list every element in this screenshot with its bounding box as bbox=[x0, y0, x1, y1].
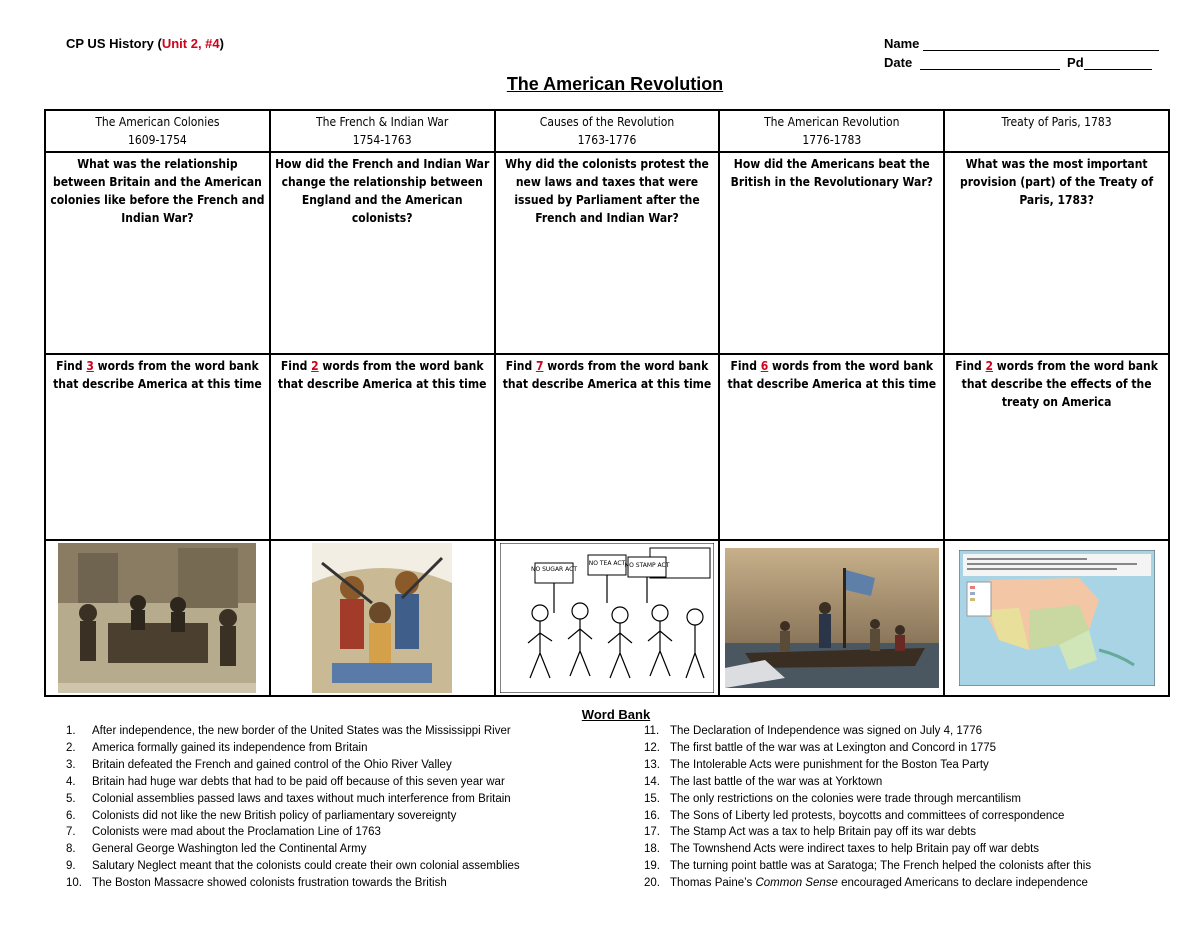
image-cell bbox=[45, 540, 270, 696]
sign-no-stamp-act: NO STAMP ACT bbox=[624, 562, 670, 569]
word-bank-item: 17. The Stamp Act was a tax to help Britain pay off its war debts bbox=[644, 826, 976, 839]
word-bank-item: 8. General George Washington led the Continental Army bbox=[66, 843, 367, 856]
find-words-cell[interactable]: Find 2 words from the word bank that describe America at this time bbox=[270, 354, 495, 540]
word-bank-item: 19. The turning point battle was at Saratoga; The French helped the colonists after this bbox=[644, 860, 1092, 873]
date-line[interactable] bbox=[920, 56, 1060, 70]
question-cell[interactable]: How did the French and Indian War change the relationship between England and the American colonists? bbox=[270, 152, 495, 354]
word-bank-item: 3. Britain defeated the French and gained control of the Ohio River Valley bbox=[66, 758, 452, 771]
word-bank-item: 9. Salutary Neglect meant that the colonists could create their own colonial assemblies bbox=[66, 860, 520, 873]
battle-illustration bbox=[312, 543, 452, 693]
question-cell[interactable]: What was the most important provision (part) of the Treaty of Paris, 1783? bbox=[944, 152, 1169, 354]
word-bank-item: 7. Colonists were mad about the Proclamation Line of 1763 bbox=[66, 826, 381, 839]
protest-cartoon bbox=[500, 543, 714, 693]
worksheet-table bbox=[44, 109, 1170, 697]
word-bank-item: 1. After independence, the new border of the United States was the Mississippi River bbox=[66, 725, 511, 737]
word-bank-item: 11. The Declaration of Independence was signed on July 4, 1776 bbox=[644, 725, 982, 737]
word-bank-item: 18. The Townshend Acts were indirect taxes to help Britain pay off war debts bbox=[644, 843, 1040, 856]
page-title: The American Revolution bbox=[506, 74, 724, 94]
sign-no-tea-act: NO TEA ACT bbox=[588, 560, 626, 567]
word-bank-item: 2. America formally gained its independence from Britain bbox=[66, 741, 368, 754]
col-header-french-indian-war: The French & Indian War 1754-1763 bbox=[270, 110, 495, 152]
unit-number: Unit 2, #4 bbox=[161, 36, 220, 51]
course-label: CP US History (Unit 2, #4) bbox=[66, 36, 224, 51]
question-cell[interactable]: How did the Americans beat the British in the Revolutionary War? bbox=[719, 152, 944, 354]
date-field[interactable]: Date Pd bbox=[884, 55, 1152, 70]
col-header-causes: Causes of the Revolution 1763-1776 bbox=[495, 110, 720, 152]
col-header-revolution: The American Revolution 1776-1783 bbox=[719, 110, 944, 152]
col-header-treaty: Treaty of Paris, 1783 bbox=[944, 110, 1169, 152]
word-bank-left bbox=[66, 723, 520, 892]
find-words-cell[interactable]: Find 6 words from the word bank that describe America at this time bbox=[719, 354, 944, 540]
word-bank-item: 16. The Sons of Liberty led protests, boycotts and committees of correspondence bbox=[644, 809, 1065, 822]
image-cell bbox=[270, 540, 495, 696]
washington-crossing-painting bbox=[725, 548, 939, 688]
word-bank-item: 5. Colonial assemblies passed laws and taxes without much interference from Britain bbox=[66, 792, 511, 805]
word-bank-item: 12. The first battle of the war was at Lexington and Concord in 1775 bbox=[644, 741, 997, 754]
word-bank-item: 13. The Intolerable Acts were punishment for the Boston Tea Party bbox=[644, 758, 989, 771]
north-america-map bbox=[959, 550, 1155, 686]
find-words-cell[interactable]: Find 7 words from the word bank that describe America at this time bbox=[495, 354, 720, 540]
word-bank-item: 20. Thomas Paine’s Common Sense encouraged Americans to declare independence bbox=[644, 877, 1088, 890]
name-line[interactable] bbox=[923, 37, 1159, 51]
question-cell[interactable]: Why did the colonists protest the new laws and taxes that were issued by Parliament after the French and Indian War? bbox=[495, 152, 720, 354]
word-bank-right bbox=[644, 723, 1091, 892]
image-cell bbox=[944, 540, 1169, 696]
find-words-cell[interactable]: Find 3 words from the word bank that describe America at this time bbox=[45, 354, 270, 540]
word-bank-item: 15. The only restrictions on the colonies were trade through mercantilism bbox=[644, 792, 1021, 805]
word-bank-item: 10. The Boston Massacre showed colonists frustration towards the British bbox=[66, 877, 447, 890]
sign-no-sugar-act: NO SUGAR ACT bbox=[530, 566, 577, 573]
image-cell bbox=[495, 540, 720, 696]
image-cell bbox=[719, 540, 944, 696]
word-bank-item: 14. The last battle of the war was at Yorktown bbox=[644, 775, 883, 788]
name-field[interactable]: Name bbox=[884, 36, 1159, 51]
word-bank-title: Word Bank bbox=[581, 707, 651, 722]
question-cell[interactable]: What was the relationship between Britain and the American colonies like before the French and Indian War? bbox=[45, 152, 270, 354]
colonial-assembly-engraving bbox=[58, 543, 256, 693]
period-line[interactable] bbox=[1084, 56, 1152, 70]
find-words-cell[interactable]: Find 2 words from the word bank that describe the effects of the treaty on America bbox=[944, 354, 1169, 540]
col-header-colonies: The American Colonies 1609-1754 bbox=[45, 110, 270, 152]
word-bank-item: 6. Colonists did not like the new British policy of parliamentary sovereignty bbox=[66, 809, 457, 822]
word-bank-item: 4. Britain had huge war debts that had to be paid off because of this seven year war bbox=[66, 775, 505, 788]
